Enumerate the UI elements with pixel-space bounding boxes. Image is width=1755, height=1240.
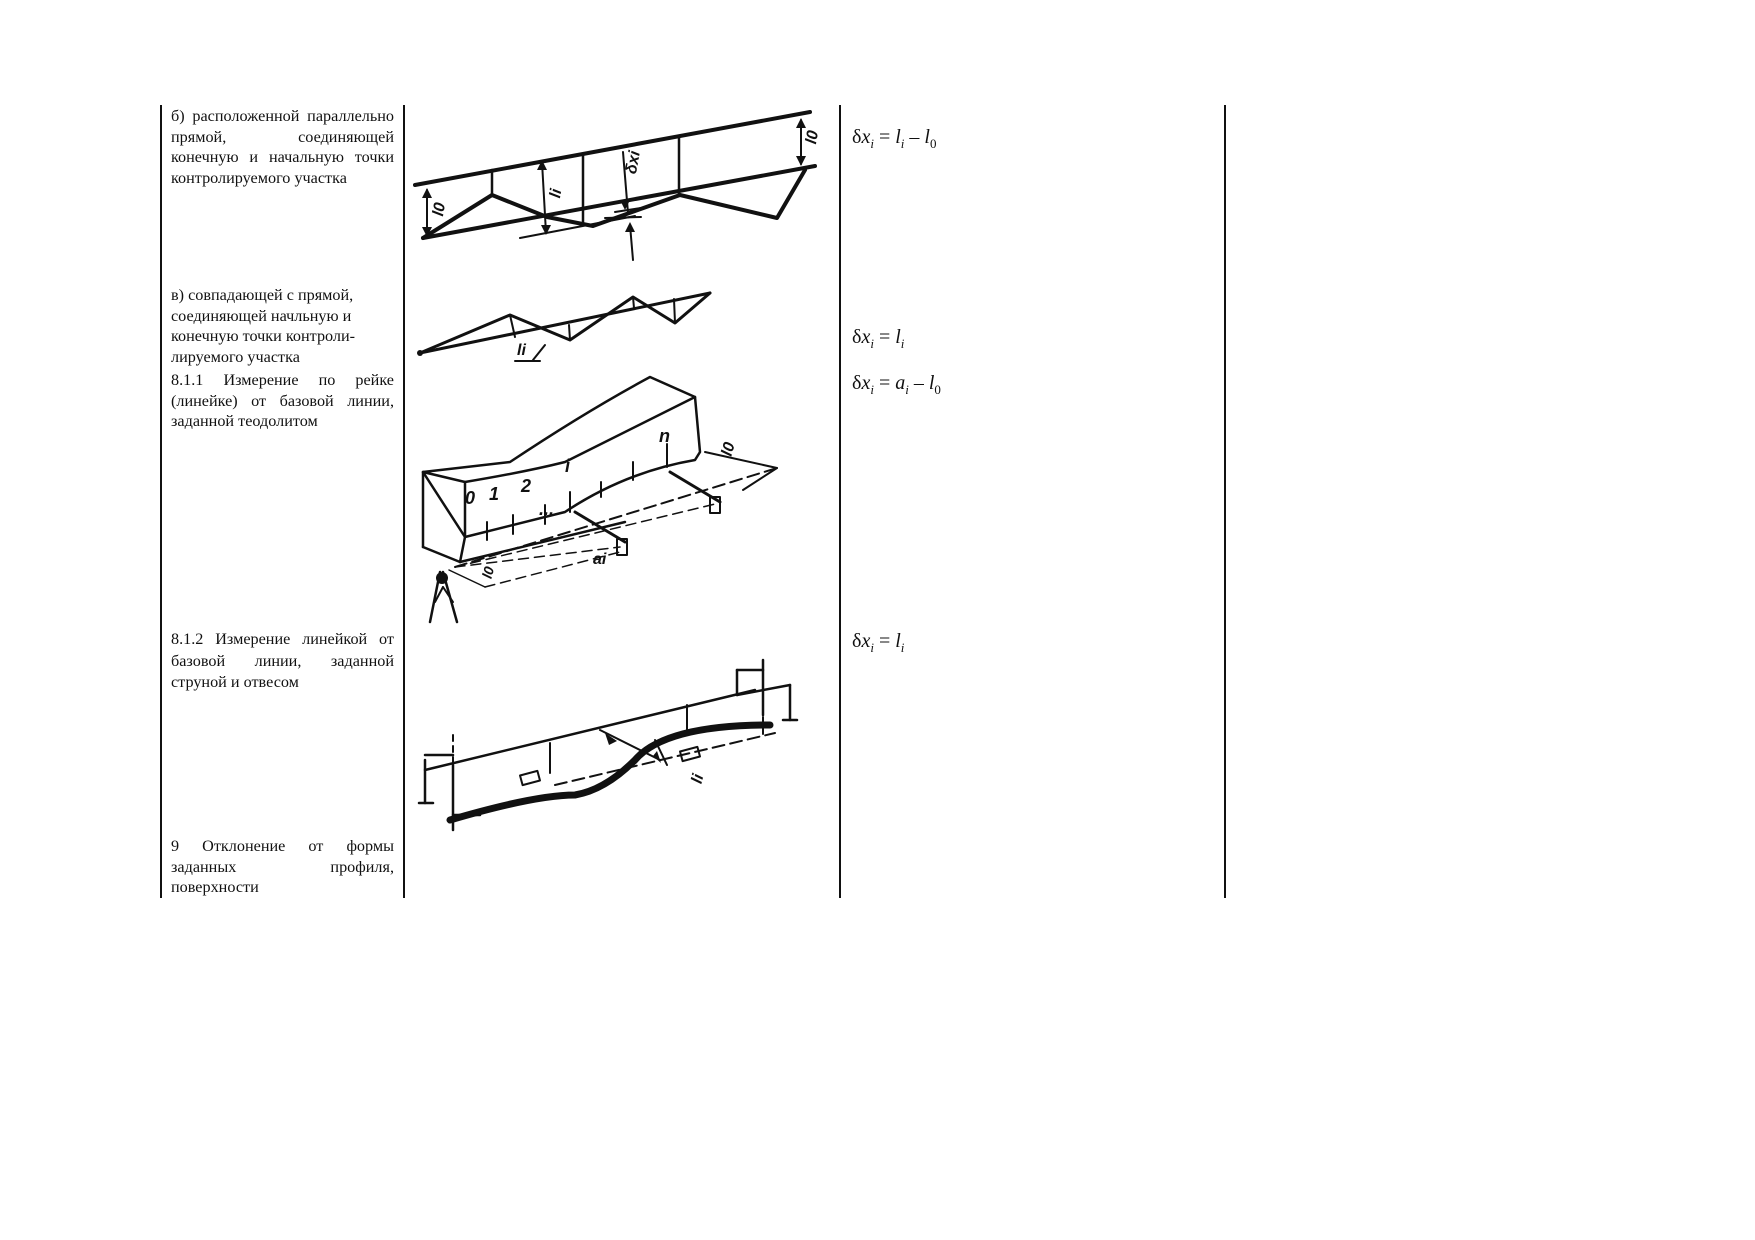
formula-row-b: $\delta x_i = l_i - l_0$ [852,126,937,151]
figure-ruler-theodolite [405,372,825,627]
figure-parallel-baseline [405,100,835,270]
row-b-description: б) расположенной параллельно прямой, соединяющей конечную и начальную точки контролируемого участка [171,107,394,187]
label-li-fig-812: li [688,772,708,786]
row-9-description: 9 Отклонение от формы заданных профиля, поверхности [171,837,394,896]
figure-coincident-baseline [405,285,735,375]
figure-string-plumb [405,655,825,840]
row-8-1-2-description: 8.1.2 Измерение линейкой от базовой линии, заданной струной и отвесом [171,630,394,691]
row-8-1-1-description: 8.1.1 Измерение по рейке (линейке) от базовой линии, заданной теодолитом [171,371,394,430]
label-l0-right: l0 [803,129,823,146]
formula-row-8-1-1: $\delta x_i = a_i - l_0$ [852,372,941,397]
formula-row-v: $\delta x_i = l_i$ [852,326,905,351]
tick-label-n: n [659,426,670,446]
label-l0-left: l0 [430,201,450,218]
tick-label-0: 0 [465,488,476,508]
label-ai: ai [593,551,607,568]
tick-label-1: 1 [489,484,500,504]
row-v-description: в) совпадающей с прямой, соединяющей начльную и конечную точки контроли- лируемого участка [171,286,356,366]
table-border-col3 [839,105,841,898]
label-li: li [547,187,566,200]
label-l0-fig-811: l0 [718,440,739,458]
label-dxi: δxi [623,149,644,176]
tick-label-i: i [565,456,571,476]
table-border-left [160,105,162,898]
label-li-fig-v: li [517,342,526,359]
table-border-right [1224,105,1226,898]
label-l0-base: l0 [478,564,498,581]
tick-label-dots: ... [539,499,555,519]
tick-label-2: 2 [521,476,532,496]
formula-row-8-1-2: $\delta x_i = l_i$ [852,630,905,655]
